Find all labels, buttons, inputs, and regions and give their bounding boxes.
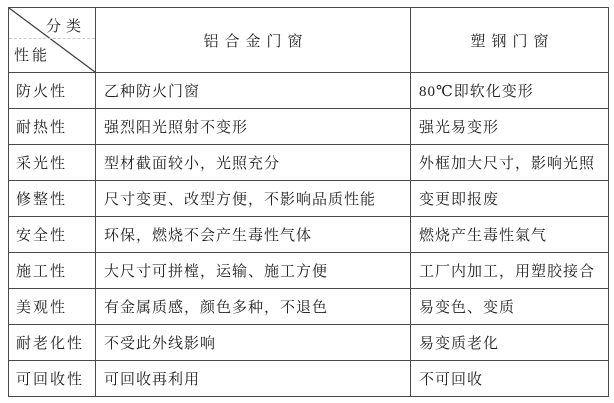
table-row	[9, 253, 609, 289]
plastic-cell: 变更即报废	[411, 181, 609, 217]
property-cell: 安全性	[9, 217, 96, 253]
corner-label-property: 性能	[14, 48, 51, 64]
property-cell: 美观性	[9, 289, 96, 325]
aluminum-cell: 强烈阳光照射不变形	[96, 109, 411, 145]
plastic-cell: 80℃即软化变形	[411, 73, 609, 109]
aluminum-cell: 环保，燃烧不会产生毒性气体	[96, 217, 411, 253]
plastic-cell: 易变色、变质	[411, 289, 609, 325]
corner-cell	[9, 8, 96, 73]
plastic-cell: 工厂内加工，用塑胶接合	[411, 253, 609, 289]
property-cell: 可回收性	[9, 361, 96, 397]
property-cell: 修整性	[9, 181, 96, 217]
table-row	[9, 361, 609, 397]
plastic-cell: 易变质老化	[411, 325, 609, 361]
faint-divider-line	[9, 38, 95, 39]
corner-cell-inner	[9, 8, 95, 72]
table-row	[9, 217, 609, 253]
aluminum-cell: 尺寸变更、改型方便，不影响品质性能	[96, 181, 411, 217]
aluminum-cell: 大尺寸可拼樘，运输、施工方便	[96, 253, 411, 289]
property-cell: 防火性	[9, 73, 96, 109]
property-cell: 采光性	[9, 145, 96, 181]
property-cell: 耐老化性	[9, 325, 96, 361]
property-cell: 施工性	[9, 253, 96, 289]
table-row	[9, 325, 609, 361]
plastic-cell: 不可回收	[411, 361, 609, 397]
table-row	[9, 289, 609, 325]
aluminum-cell: 可回收再利用	[96, 361, 411, 397]
aluminum-cell: 不受此外线影响	[96, 325, 411, 361]
aluminum-cell: 有金属质感，颜色多种，不退色	[96, 289, 411, 325]
table-row	[9, 145, 609, 181]
aluminum-cell: 乙种防火门窗	[96, 73, 411, 109]
property-cell: 耐热性	[9, 109, 96, 145]
table-row	[9, 73, 609, 109]
column-header-plastic: 塑钢门窗	[411, 8, 609, 73]
plastic-cell: 燃烧产生毒性氣气	[411, 217, 609, 253]
plastic-cell: 外框加大尺寸，影响光照	[411, 145, 609, 181]
plastic-cell: 强光易变形	[411, 109, 609, 145]
table-body	[9, 73, 609, 397]
aluminum-cell: 型材截面较小，光照充分	[96, 145, 411, 181]
table-row	[9, 181, 609, 217]
comparison-table	[8, 7, 609, 397]
corner-label-category: 分类	[45, 19, 86, 35]
column-header-aluminum: 铝合金门窗	[96, 8, 411, 73]
table-row	[9, 109, 609, 145]
header-row	[9, 8, 609, 73]
